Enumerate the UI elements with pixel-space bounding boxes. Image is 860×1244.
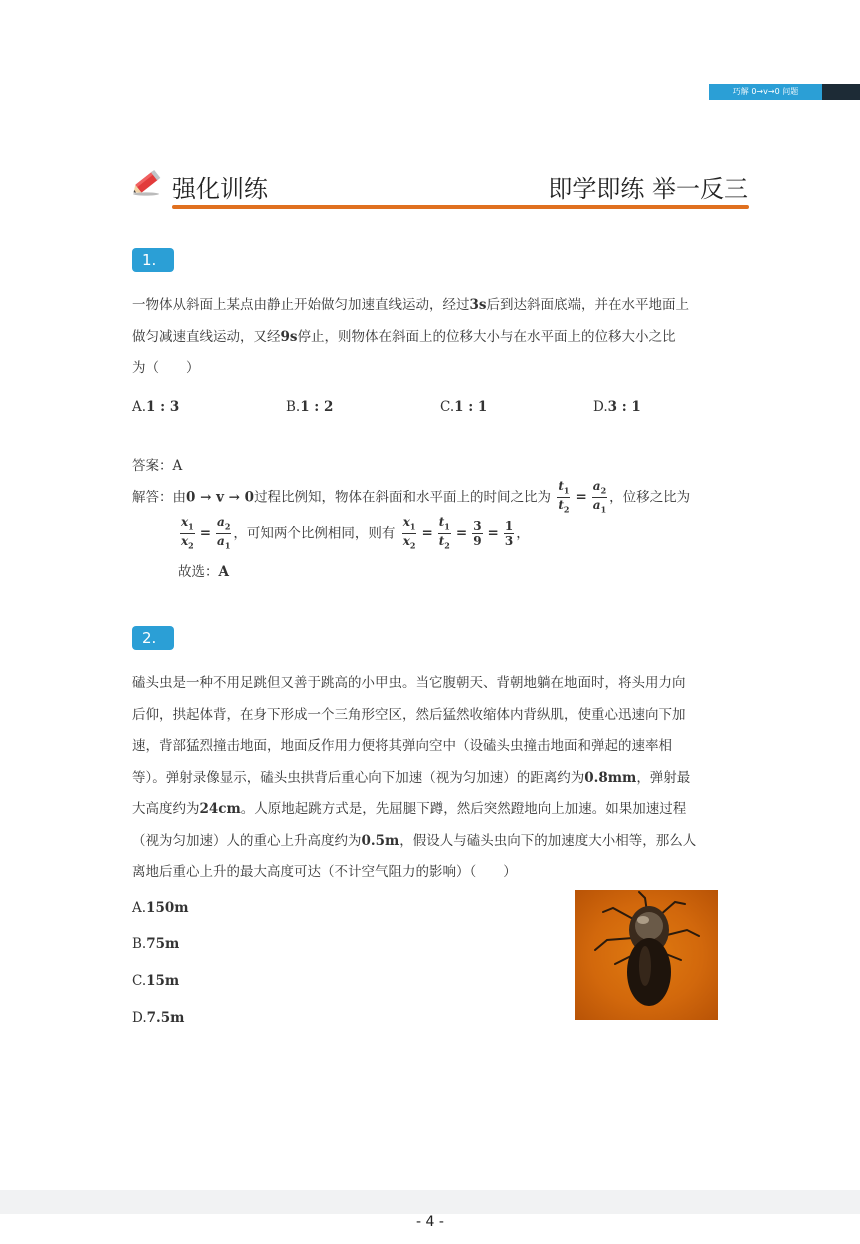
- question-1-option-b[interactable]: B.1 : 2: [286, 399, 334, 415]
- section-divider: [172, 205, 749, 209]
- click-beetle-photo: [575, 890, 718, 1020]
- question-2-number: 2.: [132, 626, 174, 650]
- question-1-stem: 一物体从斜面上某点由静止开始做匀加速直线运动，经过3s后到达斜面底端，并在水平地面上 做匀减速直线运动，又经9s停止，则物体在斜面上的位移大小与在水平面上的位移大小之比 为（ ）: [132, 297, 689, 376]
- question-1-solution-line-2: $\frac{x_1}{x_2}$ = $\frac{a_2}{a_1}$ ，可知两个比例相同，则有 $\frac{x_1}{x_2}$ = $\frac{t_1}{t_2}$ = $\frac{3}{9}$ = $\frac{1}{3}$ ，: [181, 515, 530, 551]
- page-number: - 4 -: [416, 1214, 444, 1230]
- question-1-option-d[interactable]: D.3 : 1: [593, 399, 641, 415]
- accel-ratio-fraction: $\frac{a_2}{a_1}$: [592, 479, 607, 515]
- section-slogan: 即学即练 举一反三: [548, 175, 748, 203]
- question-2-stem: 磕头虫是一种不用足跳但又善于跳高的小甲虫。当它腹朝天、背朝地躺在地面时，将头用力向 后仰，拱起体背，在身下形成一个三角形空区，然后猛然收缩体内背纵肌，使重心迅速向下加 速，背部猛烈撞击地面，地面反作用力便将其弹向空中（设磕头虫撞击地面和弹起的速率相 等）。弹射录像显示，磕头虫拱背后重心向下加速（视为匀加速）的距离约为0.8mm，弹射最 大高度约为24cm。人原地起跳方式是，先屈腿下蹲，然后突然蹬地向上加速。如果加速过程 （视为匀加速）人的重心上升高度约为0.5m，假设人与磕头虫向下的加速度大小相等，那么人 离地后重心上升的最大高度可达（不计空气阻力的影响）（ ）: [132, 675, 697, 880]
- question-2-option-d[interactable]: D.7.5m: [132, 1010, 185, 1026]
- pencil-icon: [130, 167, 164, 197]
- header-tag: 巧解 0→v→0 问题: [709, 84, 822, 100]
- value-fraction-1-3: $\frac{1}{3}$: [504, 519, 514, 549]
- question-1-solution-line-1: 解答：由0 → v → 0过程比例知，物体在斜面和水平面上的时间之比为 $\frac{t_1}{t_2}$ = $\frac{a_2}{a_1}$ ，位移之比为: [132, 479, 691, 515]
- question-2-option-b[interactable]: B.75m: [132, 936, 180, 952]
- question-1-option-a[interactable]: A.1 : 3: [132, 399, 180, 415]
- displacement-ratio-fraction: $\frac{x_1}{x_2}$: [181, 515, 194, 551]
- value-fraction-3-9: $\frac{3}{9}$: [473, 519, 482, 549]
- question-2-option-c[interactable]: C.15m: [132, 973, 180, 989]
- question-1-solution-line-3: 故选：A: [178, 564, 229, 580]
- question-1-option-c[interactable]: C.1 : 1: [440, 399, 488, 415]
- section-header: [130, 165, 750, 211]
- time-ratio-fraction: $\frac{t_1}{t_2}$: [558, 479, 570, 515]
- question-1-answer: 答案：A: [132, 458, 183, 474]
- time-ratio-fraction-2: $\frac{t_1}{t_2}$: [438, 515, 450, 551]
- question-2-option-a[interactable]: A.150m: [132, 900, 189, 916]
- footer-band: [0, 1190, 860, 1214]
- section-title: 强化训练: [172, 175, 268, 203]
- displacement-ratio-fraction-2: $\frac{x_1}{x_2}$: [402, 515, 416, 551]
- accel-ratio-fraction-2: $\frac{a_2}{a_1}$: [217, 515, 231, 551]
- question-1-number: 1.: [132, 248, 174, 272]
